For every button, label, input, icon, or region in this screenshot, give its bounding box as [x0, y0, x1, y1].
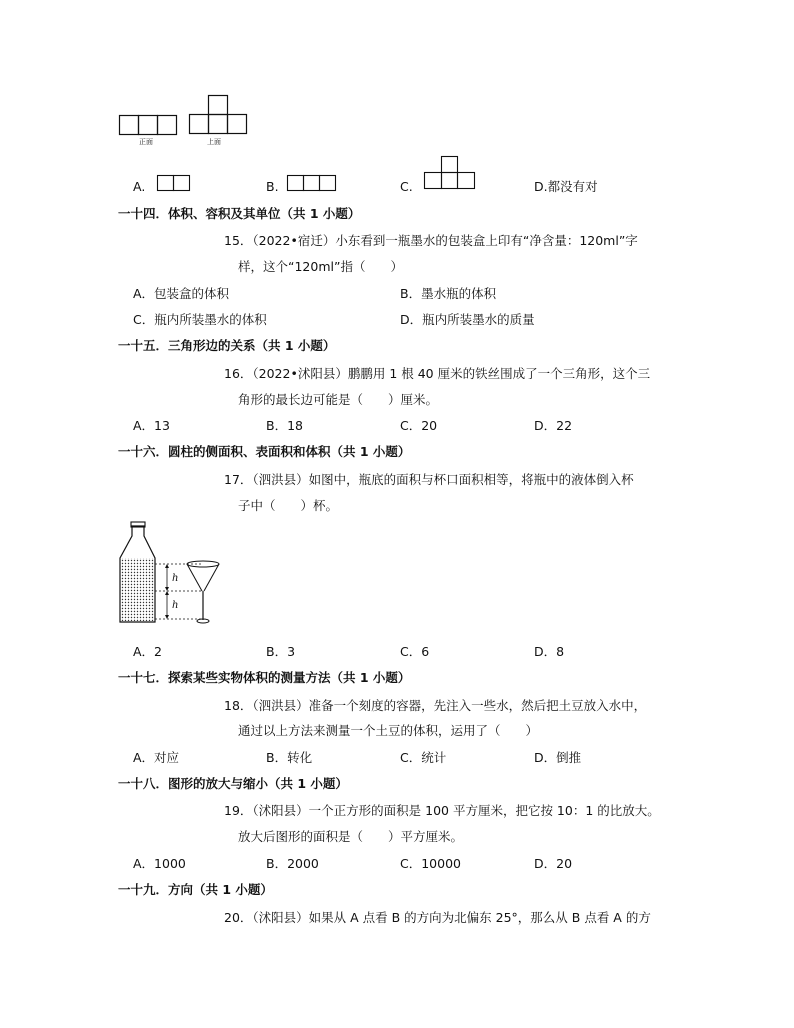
q15-option-d: D．瓶内所装墨水的质量	[400, 312, 535, 327]
q18-option-c: C．统计	[400, 750, 447, 765]
q16-option-d: D．22	[534, 418, 573, 433]
section-heading-14: 一十四．体积、容积及其单位（共 1 小题）	[118, 206, 361, 221]
q17-option-c: C．6	[400, 644, 430, 659]
height-label-upper: h	[172, 573, 179, 584]
q18-option-b: B．转化	[266, 750, 313, 765]
section-heading-19: 一十九．方向（共 1 小题）	[118, 882, 273, 897]
q14-option-a-figure	[157, 175, 193, 191]
q19-option-d: D．20	[534, 856, 573, 871]
q18-option-a: A．对应	[133, 750, 180, 765]
height-label-lower: h	[172, 600, 179, 611]
q15-text-line1: 15．（2022•宿迁）小东看到一瓶墨水的包装盒上印有“净含量：120ml”字	[224, 233, 638, 248]
q15-text-line2: 样，这个“120ml”指（ ）	[238, 259, 403, 274]
q15-option-a: A．包装盒的体积	[133, 286, 230, 301]
section-heading-15: 一十五．三角形边的关系（共 1 小题）	[118, 338, 336, 353]
section-heading-18: 一十八．图形的放大与缩小（共 1 小题）	[118, 776, 348, 791]
q17-text-line1: 17．（泗洪县）如图中，瓶底的面积与杯口面积相等，将瓶中的液体倒入杯	[224, 472, 634, 487]
q20-text-line1: 20．（沭阳县）如果从 A 点看 B 的方向为北偏东 25°，那么从 B 点看 A 的方	[224, 910, 651, 925]
section-heading-17: 一十七．探索某些实物体积的测量方法（共 1 小题）	[118, 670, 411, 685]
q18-text-line1: 18．（泗洪县）准备一个刻度的容器，先注入一些水，然后把土豆放入水中，	[224, 698, 647, 713]
q17-option-a: A．2	[133, 644, 163, 659]
q14-option-c-figure	[424, 156, 476, 190]
q17-text-line2: 子中（ ）杯。	[238, 498, 339, 513]
section-heading-16: 一十六．圆柱的侧面积、表面积和体积（共 1 小题）	[118, 444, 411, 459]
q18-text-line2: 通过以上方法来测量一个土豆的体积，运用了（ ）	[238, 723, 539, 738]
q17-option-b: B．3	[266, 644, 296, 659]
q16-option-a: A．13	[133, 418, 170, 433]
q14-option-b-label: B.	[266, 179, 279, 194]
q15-option-b: B．墨水瓶的体积	[400, 286, 497, 301]
top-view-caption: 上面	[207, 138, 221, 146]
bottle-and-cup-figure	[115, 520, 225, 630]
front-view-caption: 正面	[139, 138, 153, 146]
q19-option-b: B．2000	[266, 856, 319, 871]
q16-option-b: B．18	[266, 418, 303, 433]
q16-text-line1: 16．（2022•沭阳县）鹏鹏用 1 根 40 厘米的铁丝围成了一个三角形，这个三	[224, 366, 651, 381]
q19-text-line1: 19．（沭阳县）一个正方形的面积是 100 平方厘米，把它按 10：1 的比放大。	[224, 803, 660, 818]
q14-option-a-label: A.	[133, 179, 146, 194]
q18-option-d: D．倒推	[534, 750, 582, 765]
q14-option-c-label: C.	[400, 179, 413, 194]
q14-option-d-text: 都没有对	[547, 179, 598, 194]
q16-text-line2: 角形的最长边可能是（ ）厘米。	[238, 392, 439, 407]
q16-option-c: C．20	[400, 418, 438, 433]
front-view-figure	[119, 115, 179, 135]
top-view-figure	[189, 95, 249, 135]
q19-option-c: C．10000	[400, 856, 461, 871]
q17-option-d: D．8	[534, 644, 565, 659]
q14-option-d-label: D.	[534, 179, 548, 194]
q14-option-b-figure	[287, 175, 337, 191]
q15-option-c: C．瓶内所装墨水的体积	[133, 312, 267, 327]
q14-option-d	[534, 178, 598, 196]
q19-text-line2: 放大后图形的面积是（ ）平方厘米。	[238, 829, 464, 844]
q19-option-a: A．1000	[133, 856, 186, 871]
